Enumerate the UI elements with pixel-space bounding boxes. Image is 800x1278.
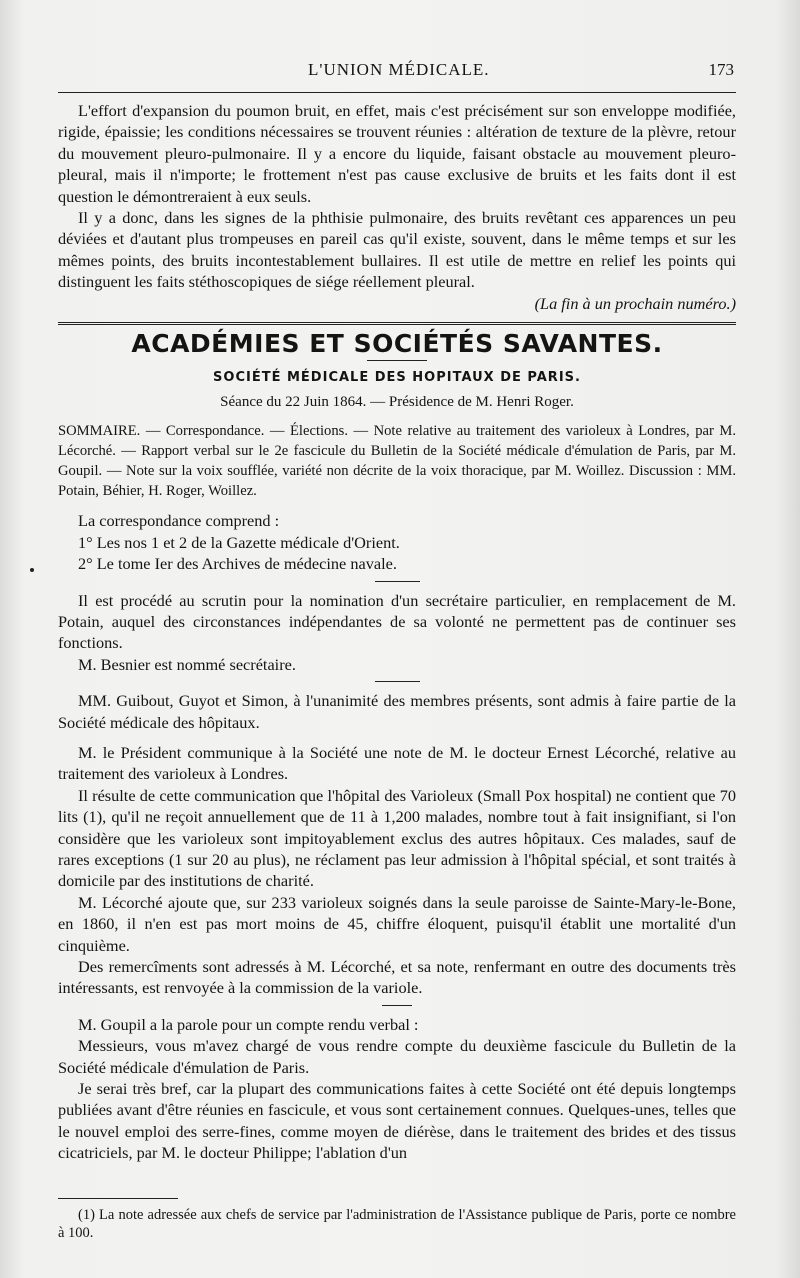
separator (375, 581, 420, 582)
correspondence-item-2: 2° Le tome Ier des Archives de médecine navale. (78, 554, 397, 574)
new-members-paragraph: MM. Guibout, Guyot et Simon, à l'unanimité des membres présents, sont admis à faire partie de la Société médicale des hôpitaux. (58, 691, 736, 732)
intro-paragraph-1: L'effort d'expansion du poumon bruit, en effet, mais c'est précisément sur son enveloppe modifiée, rigide, épaissie; les conditions nécessaires se trouvent réunies : altération de texture de la plèvre, retour du mouvement pleuro-pulmonaire. Il y a encore du liquide, faisant obstacle au mouvement pleuro-pleural, mais il n'importe; le frottement n'est pas cause exclusive de bruits et les faits dont il est question le démontreraient à eux seuls. (58, 101, 736, 206)
margin-mark (30, 568, 34, 572)
summary (58, 421, 736, 501)
lecorche-paragraph-1: M. le Président communique à la Société une note de M. le docteur Ernest Lécorché, relative au traitement des varioleux à Londres. (58, 742, 736, 784)
intro-paragraph-2: Il y a donc, dans les signes de la phthisie pulmonaire, des bruits revêtant ces apparences un peu déviées et d'autant plus trompeuses en pareil cas qu'il existe, souvent, dans le même temps et sur les mêmes points, des bruits incontestablement bullaires. Il est utile de mettre en relief les points qui distinguent les faits stéthoscopiques de siége réellement pleural. (58, 208, 736, 292)
running-head: L'UNION MÉDICALE. (308, 60, 490, 79)
summary-text: — Correspondance. — Élections. — Note relative au traitement des varioleux à Londres, par M. Lécorché. — Rapport verbal sur le 2e fascicule du Bulletin de la Société médicale d'émulation de Paris, par M. Goupil. — Note sur la voix soufflée, variété non décrite de la voix thoracique, par M. Woillez. Discussion : MM. Potain, Béhier, H. Roger, Woillez. (58, 423, 736, 500)
section-rule (58, 322, 736, 325)
lecorche-paragraph-4: Des remercîments sont adressés à M. Lécorché, et sa note, renfermant en outre des documents très intéressants, est renvoyée à la commission de la variole. (58, 957, 736, 998)
lecorche-paragraph-2: Il résulte de cette communication que l'hôpital des Varioleux (Small Pox hospital) ne contient que 70 lits (1), qu'il ne reçoit annuellement que de 11 à 1,200 malades, nombre tout à fait insignifiant, si l'on considère que les varioleux sont impitoyablement exclus des autres hôpitaux. Ces malades, sauf de rares exceptions (1 sur 20 au plus), ne réclament pas leur admission à l'hôpital spécial, et sont traités à domicile par des institutions de charité. (58, 785, 736, 891)
page-number: 173 (708, 60, 734, 79)
summary-label: SOMMAIRE. (58, 423, 141, 440)
separator (375, 681, 420, 682)
continued-note: (La fin à un prochain numéro.) (534, 293, 736, 313)
goupil-paragraph-3: Je serai très bref, car la plupart des communications faites à cette Société ont été depuis longtemps publiées avant d'être réunies en fascicule, et vous sont certainement connues. Quelques-unes, telles que le nouvel emploi des serre-fines, comme moyen de diérèse, dans le traitement des brides et des tissus cicatriciels, par M. le docteur Philippe; l'ablation d'un (58, 1079, 736, 1163)
society-title: SOCIÉTÉ MÉDICALE DES HOPITAUX DE PARIS. (213, 370, 581, 386)
goupil-paragraph-2: Messieurs, vous m'avez chargé de vous rendre compte du deuxième fascicule du Bulletin de la Société médicale d'émulation de Paris. (58, 1036, 736, 1077)
correspondence-item-1: 1° Les nos 1 et 2 de la Gazette médicale d'Orient. (78, 532, 400, 552)
election-paragraph: Il est procédé au scrutin pour la nomination d'un secrétaire particulier, en remplacement de M. Potain, auquel des circonstances indépendantes de sa volonté ne permettent pas de continuer ses fonctions. (58, 590, 736, 653)
footnote (58, 1206, 736, 1242)
section-title: ACADÉMIES ET SOCIÉTÉS SAVANTES. (131, 329, 663, 359)
separator (382, 1005, 412, 1006)
secretary-paragraph: M. Besnier est nommé secrétaire. (78, 654, 296, 674)
footnote-rule (58, 1198, 178, 1199)
session-line: Séance du 22 Juin 1864. — Présidence de M. Henri Roger. (220, 393, 574, 410)
footnote-text: (1) La note adressée aux chefs de service par l'administration de l'Assistance publique de Paris, porte ce nombre à 100. (58, 1207, 736, 1241)
header-rule (58, 92, 736, 93)
title-underline (367, 360, 427, 361)
lecorche-paragraph-3: M. Lécorché ajoute que, sur 233 varioleux soignés dans la seule paroisse de Sainte-Mary-le-Bone, en 1860, il n'en est pas mort moins de 45, chiffre éloquent, puisqu'il établit une mortalité d'un cinquième. (58, 892, 736, 955)
goupil-paragraph-1: M. Goupil a la parole pour un compte rendu verbal : (78, 1014, 419, 1034)
correspondence-intro: La correspondance comprend : (78, 511, 280, 531)
page-header (58, 60, 736, 86)
article-body (58, 100, 736, 1164)
